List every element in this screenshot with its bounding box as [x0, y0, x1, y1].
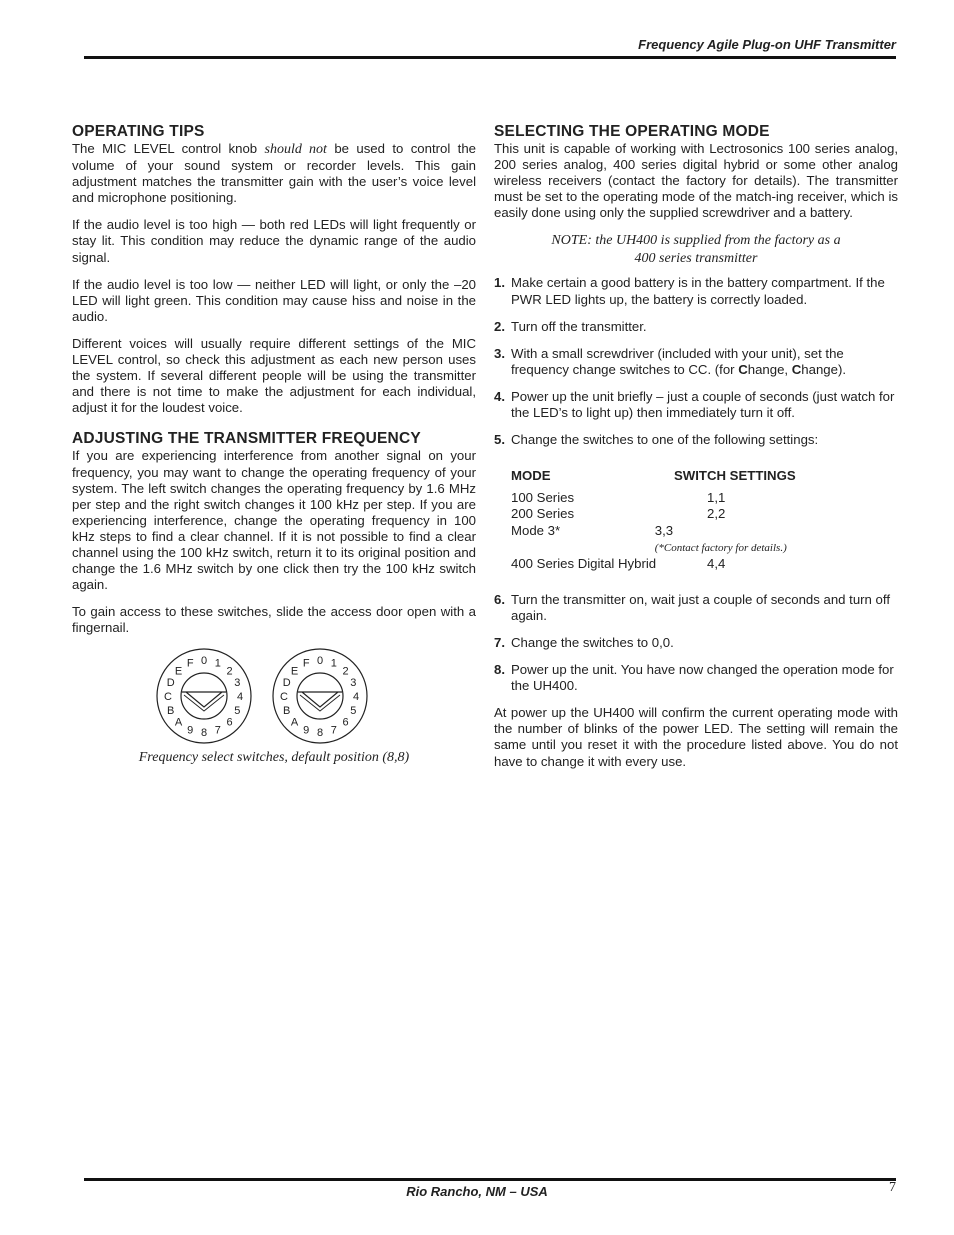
step-number: 8. [494, 662, 505, 678]
dial-label: A [290, 716, 299, 729]
dial-label: F [302, 658, 310, 671]
left-column [72, 123, 476, 767]
frequency-switch-right-icon [270, 646, 370, 746]
footer-rule [84, 1178, 896, 1181]
header-rule [84, 56, 896, 59]
mode-setting: 4,4 [707, 555, 726, 571]
step-text: Power up the unit briefly – just a couple of seconds (just watch for the LED’s to light up) then immediately turn it off. [511, 388, 895, 421]
step-text: Change the switches to one of the following settings: [511, 432, 819, 448]
mode-setting: 1,1 [707, 490, 726, 506]
procedure-steps [494, 275, 898, 448]
mode-setting: 3,3 [654, 522, 674, 538]
adjusting-p1: If you are experiencing interference from another signal on your frequency, you may want to change the operating frequency of your system. The left switch changes the operating frequency by 1.6 MHz per step and the right switch changes it 100 kHz per step. If you are experiencing interference, change the operating frequency in 100 kHz steps to find a clear channel. If it is not possible to find a clear channel using the 100 kHz switch, return it to its original position and change the 1.6 MHz switch by one click then try the 100 kHz switch again. [72, 448, 476, 593]
step-text: hange, [747, 361, 792, 377]
mode-row [511, 556, 898, 572]
step-text: Turn the transmitter on, wait just a couple of seconds and turn off again. [511, 591, 890, 623]
step-number: 5. [494, 432, 505, 448]
factory-note [494, 232, 898, 268]
dial-label: D [282, 677, 291, 690]
step-5 [494, 432, 898, 448]
step-8 [494, 662, 898, 694]
dial-label: 1 [214, 658, 221, 671]
dial-label: 3 [234, 677, 241, 690]
step-number: 3. [494, 345, 505, 361]
step-1 [494, 275, 898, 307]
mode-row [511, 506, 898, 522]
adjusting-p2: To gain access to these switches, slide the access door open with a fingernail. [72, 604, 476, 636]
dial-label: 6 [342, 716, 349, 729]
step3-bold-c: C [791, 361, 802, 377]
step-4 [494, 389, 898, 421]
mode-name: 100 Series [511, 490, 575, 506]
dial-label: 7 [330, 724, 337, 737]
dial-label: 0 [316, 655, 324, 668]
dial-label: E [174, 665, 183, 678]
dial-label: 9 [187, 724, 194, 737]
dial-label: 2 [226, 665, 233, 678]
procedure-steps-continued [494, 592, 898, 694]
frequency-switches [154, 646, 476, 746]
mode-name: Mode 3* [511, 522, 561, 538]
dial-label: 8 [200, 727, 208, 740]
p1-text-post: be used to control the volume of your sound system or recorder levels. This gain adjustment matches the transmitter gain with the user’s voice level and microphone positioning. [72, 141, 476, 206]
mode-row [511, 523, 898, 556]
step-text: Turn off the transmitter. [511, 318, 647, 334]
step-number: 2. [494, 318, 505, 334]
step-number: 7. [494, 634, 505, 650]
step-number: 6. [494, 591, 505, 607]
page-number: 7 [889, 1180, 896, 1195]
step-6 [494, 592, 898, 624]
mode-table-header [511, 468, 898, 484]
dial-label: 0 [200, 655, 208, 668]
page-header-title: Frequency Agile Plug-on UHF Transmitter [638, 37, 896, 52]
step-number: 1. [494, 275, 505, 291]
dial-label: F [186, 658, 194, 671]
switches-caption: Frequency select switches, default position (8,8) [138, 750, 410, 766]
dial-label: C [164, 691, 172, 704]
mode-setting: 2,2 [707, 506, 726, 522]
selecting-p1: This unit is capable of working with Lectrosonics 100 series analog, 200 series analog, 400 series digital hybrid or some other analog wireless receivers (contact the factory for details). The transmitter must be set to the operating mode of the match-ing receiver, which is easily done using only the supplied screwdriver and a battery. [494, 141, 898, 221]
step-text: Change the switches to 0,0. [511, 634, 674, 650]
dial-knob [297, 673, 343, 719]
mode-footnote: (*Contact factory for details.) [654, 541, 787, 554]
adjusting-heading: ADJUSTING THE TRANSMITTER FREQUENCY [72, 430, 421, 448]
dial-pointer [298, 692, 342, 707]
dial-label: 5 [350, 705, 357, 718]
dial-label: 2 [342, 665, 349, 678]
mode-column-header: MODE [511, 468, 551, 484]
step-number: 4. [494, 388, 505, 404]
dial-label: D [166, 677, 175, 690]
dial-label: 1 [330, 658, 337, 671]
switch-column-header: SWITCH SETTINGS [674, 468, 796, 484]
operating-tips-heading: OPERATING TIPS [72, 123, 205, 140]
step-text: With a small screwdriver (included with your unit), set the frequency change switches to CC. (for [511, 345, 844, 377]
step-text: Make certain a good battery is in the battery compartment. If the PWR LED lights up, the battery is correctly loaded. [511, 275, 885, 307]
dial-pointer [182, 692, 226, 707]
dial-label: 6 [226, 716, 233, 729]
mode-setting-with-note [655, 523, 898, 556]
mode-name: 400 Series Digital Hybrid [511, 555, 657, 571]
dial-label: 3 [350, 677, 357, 690]
footer-city: Rio Rancho, NM – USA [406, 1184, 548, 1199]
note-line-2: 400 series transmitter [634, 251, 758, 267]
dial-label: B [167, 705, 175, 718]
selecting-final-paragraph: At power up the UH400 will confirm the current operating mode with the number of blinks of the power LED. The setting will remain the same until you reset it with the procedure listed above. You do not have to change it with every use. [494, 705, 898, 769]
mode-name: 200 Series [511, 506, 575, 522]
dial-label: 5 [234, 705, 241, 718]
p1-emphasis: should not [264, 142, 327, 157]
step-text: Power up the unit. You have now changed the operation mode for the UH400. [511, 662, 894, 694]
step-7 [494, 635, 898, 651]
selecting-heading: SELECTING THE OPERATING MODE [494, 123, 770, 140]
operating-tips-p2: If the audio level is too high — both red LEDs will light frequently or stay lit. This condition may reduce the dynamic range of the audio signal. [72, 217, 476, 265]
mode-row [511, 490, 898, 506]
dial-label: 4 [236, 691, 244, 704]
dial-label: 4 [352, 691, 360, 704]
dial-pointer-outline [184, 695, 224, 711]
dial-label: C [280, 691, 288, 704]
right-column [494, 123, 898, 781]
operating-tips-p3: If the audio level is too low — neither LED will light, or only the –20 LED will light green. This condition may cause hiss and noise in the audio. [72, 276, 476, 324]
frequency-switch-left-icon [154, 646, 254, 746]
dial-label: 9 [303, 724, 310, 737]
dial-knob [181, 673, 227, 719]
mode-table [494, 468, 898, 572]
operating-tips-p1 [72, 141, 476, 206]
dial-label: E [290, 665, 299, 678]
dial-label: A [174, 716, 183, 729]
dial-pointer-outline [300, 695, 340, 711]
step-3 [494, 346, 898, 378]
note-line-1: NOTE: the UH400 is supplied from the factory as a [551, 233, 841, 249]
step3-bold-c: C [738, 361, 748, 377]
p1-text-pre: The MIC LEVEL control knob [72, 141, 265, 156]
dial-label: 8 [316, 727, 324, 740]
dial-label: B [283, 705, 291, 718]
dial-label: 7 [214, 724, 221, 737]
step-text: hange). [801, 361, 847, 377]
operating-tips-p4: Different voices will usually require different settings of the MIC LEVEL control, so check this adjustment as each new person uses the system. If several different people will be using the transmitter and there is not time to make the adjustment for each individual, adjust it for the loudest voice. [72, 335, 476, 416]
step-2 [494, 319, 898, 335]
